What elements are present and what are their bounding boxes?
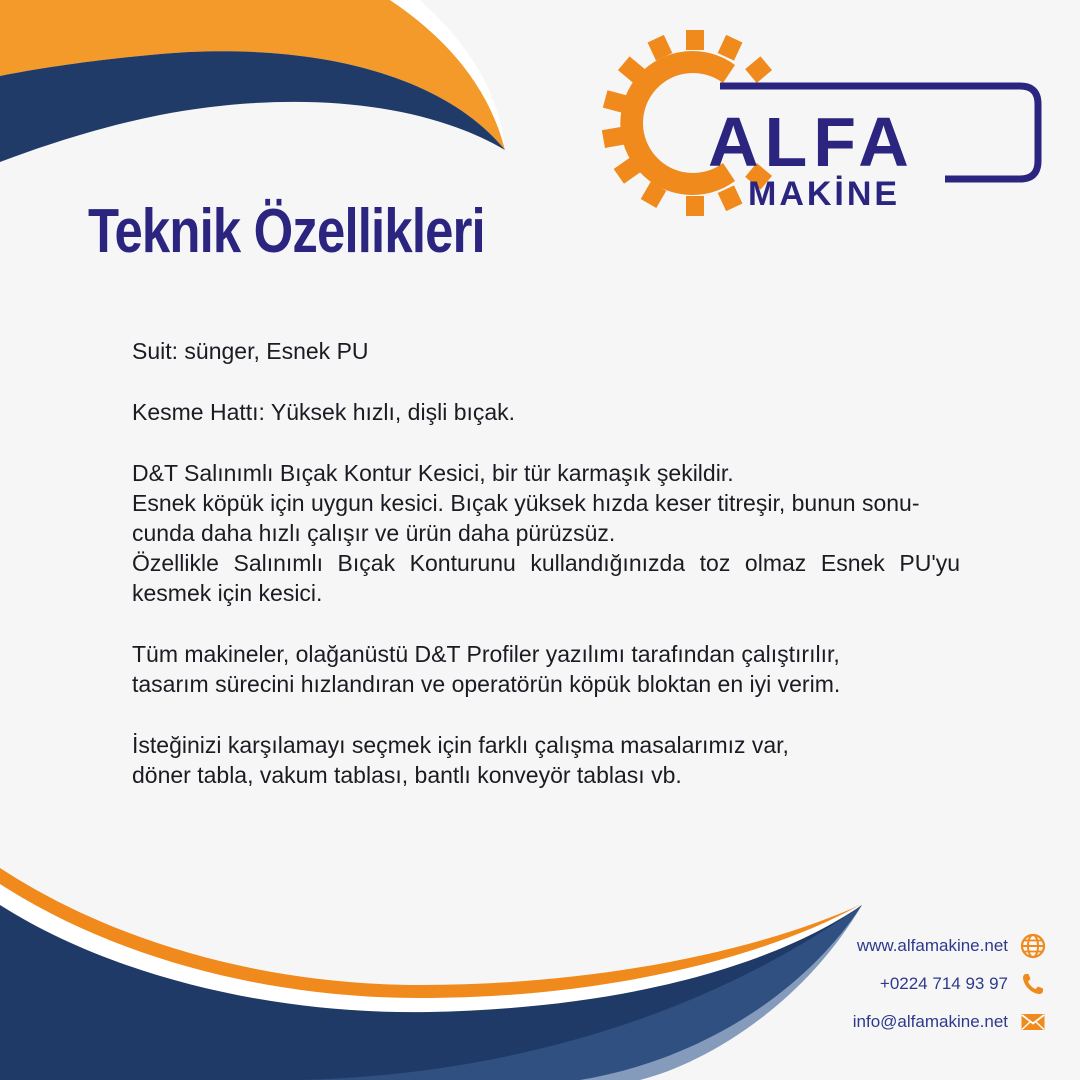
envelope-icon: [1020, 1009, 1046, 1035]
spec-paragraph: [132, 397, 960, 427]
spec-line: D&T Salınımlı Bıçak Kontur Kesici, bir tür karmaşık şekildir.: [132, 460, 734, 486]
spec-paragraph: [132, 458, 960, 608]
spec-line: döner tabla, vakum tablası, bantlı konveyör tablası vb.: [132, 762, 682, 788]
email-link[interactable]: info@alfamakine.net: [852, 1012, 1008, 1031]
phone-link[interactable]: +0224 714 93 97: [879, 974, 1008, 993]
spec-line: Özellikle Salınımlı Bıçak Konturunu kullandığınızda toz olmaz Esnek PU'yu: [132, 550, 960, 576]
contact-email[interactable]: [853, 1004, 1046, 1040]
globe-icon: [1020, 933, 1046, 959]
spec-paragraph: [132, 336, 960, 366]
contact-block: [853, 928, 1046, 1042]
spec-line: Esnek köpük için uygun kesici. Bıçak yüksek hızda keser titreşir, bunun sonu-: [132, 490, 920, 516]
spec-line: kesmek için kesici.: [132, 580, 323, 606]
spec-line: tasarım sürecini hızlandıran ve operatörün köpük bloktan en iyi verim.: [132, 671, 841, 697]
spec-line: Kesme Hattı: Yüksek hızlı, dişli bıçak.: [132, 399, 516, 425]
spec-paragraph: [132, 730, 960, 790]
logo-name-bottom: MAKİNE: [748, 175, 901, 213]
alfa-makine-logo: [600, 28, 1050, 218]
page-title: Teknik Özellikleri: [88, 197, 485, 266]
spec-paragraph: [132, 639, 960, 699]
spec-body: [132, 336, 960, 821]
logo-name-top: ALFA: [708, 103, 915, 181]
website-link[interactable]: www.alfamakine.net: [856, 936, 1008, 955]
contact-phone[interactable]: [853, 966, 1046, 1002]
spec-line: Suit: sünger, Esnek PU: [132, 338, 369, 364]
contact-website[interactable]: [853, 928, 1046, 964]
phone-icon: [1020, 971, 1046, 997]
spec-line: İsteğinizi karşılamayı seçmek için farklı çalışma masalarımız var,: [132, 732, 789, 758]
spec-line: Tüm makineler, olağanüstü D&T Profiler yazılımı tarafından çalıştırılır,: [132, 641, 840, 667]
spec-line: cunda daha hızlı çalışır ve ürün daha pürüzsüz.: [132, 520, 616, 546]
